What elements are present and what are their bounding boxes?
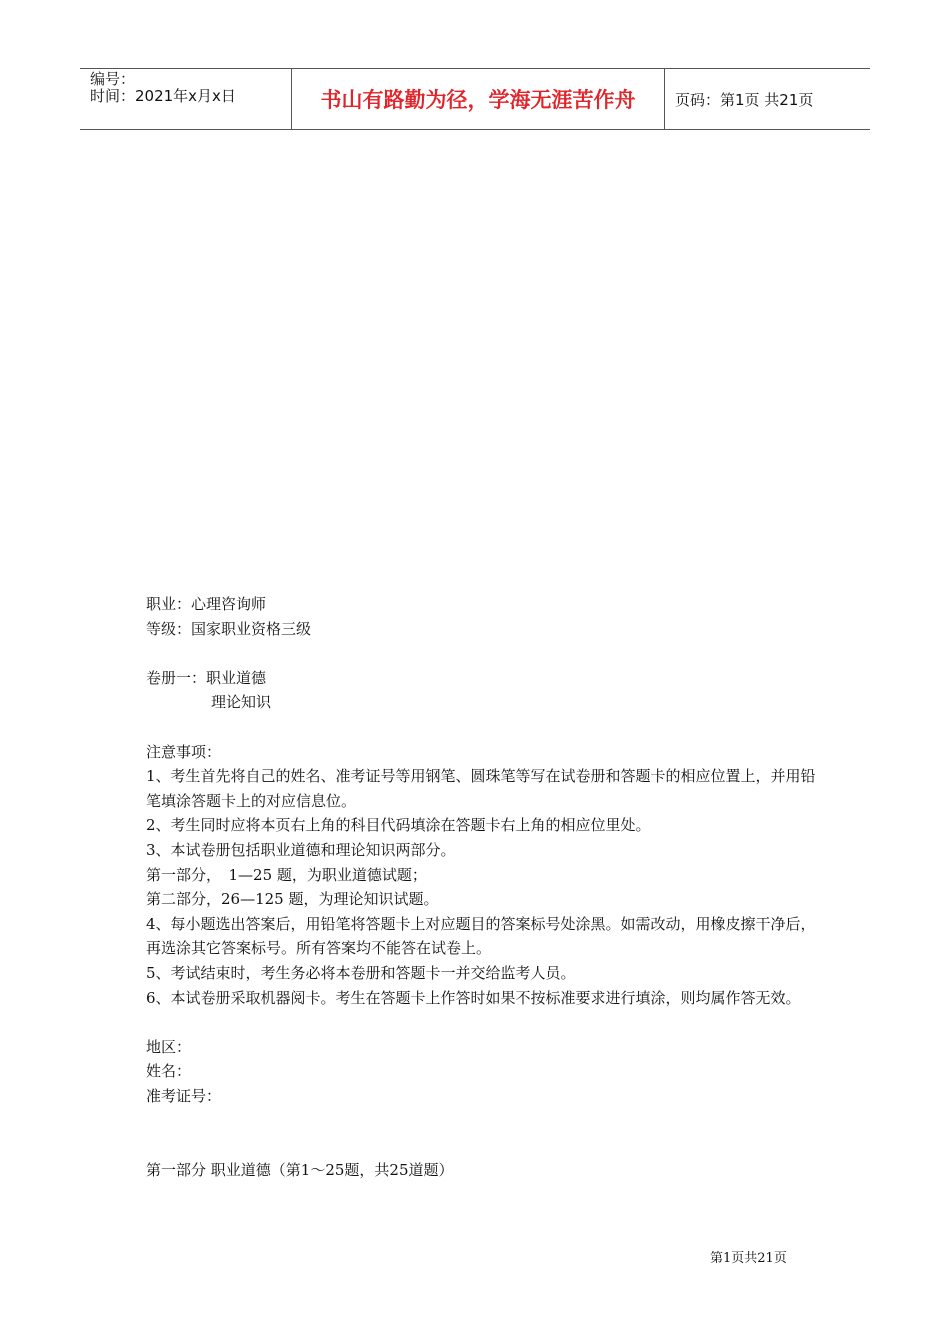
volume-subline: 理论知识	[211, 693, 272, 712]
ticket-field: 准考证号：	[146, 1086, 222, 1105]
note-item: 2、考生同时应将本页右上角的科目代码填涂在答题卡右上角的相应位里处。	[146, 816, 651, 835]
name-field: 姓名：	[146, 1062, 192, 1081]
note-item: 1、考生首先将自己的姓名、准考证号等用钢笔、圆珠笔等写在试卷册和答题卡的相应位置上，并用铅笔填涂答题卡上的对应信息位。	[146, 767, 816, 810]
note-item: 5、考试结束时，考生务必将本卷册和答题卡一并交给监考人员。	[146, 963, 576, 982]
note-item: 6、本试卷册采取机器阅卡。考生在答题卡上作答时如果不按标准要求进行填涂，则均属作答无效。	[146, 988, 801, 1007]
section-title: 第一部分 职业道德（第1～25题，共25道题）	[146, 1160, 454, 1179]
note-item: 3、本试卷册包括职业道德和理论知识两部分。	[146, 840, 456, 859]
time-label: 时间：2021年x月x日	[90, 87, 236, 105]
occupation-line: 职业：心理咨询师	[146, 595, 267, 613]
document-body	[146, 592, 826, 1182]
volume-line: 卷册一：职业道德	[146, 668, 267, 687]
note-item: 第二部分，26—125 题，为理论知识试题。	[146, 890, 439, 909]
page-header	[80, 68, 870, 130]
page-footer: 第1页共21页	[710, 1251, 787, 1266]
header-motto: 书山有路勤为径，学海无涯苦作舟	[292, 69, 665, 129]
header-meta	[80, 69, 292, 129]
notes-title: 注意事项：	[146, 742, 222, 761]
region-field: 地区：	[146, 1037, 192, 1056]
note-item: 4、每小题选出答案后，用铅笔将答题卡上对应题目的答案标号处涂黑。如需改动，用橡皮擦干净后，再选涂其它答案标号。所有答案均不能答在试卷上。	[146, 914, 816, 958]
note-item: 第一部分， 1—25 题，为职业道德试题；	[146, 865, 427, 884]
header-page-info: 页码：第1页 共21页	[675, 90, 814, 109]
number-label: 编号：	[90, 70, 136, 88]
level-line: 等级：国家职业资格三级	[146, 619, 312, 638]
